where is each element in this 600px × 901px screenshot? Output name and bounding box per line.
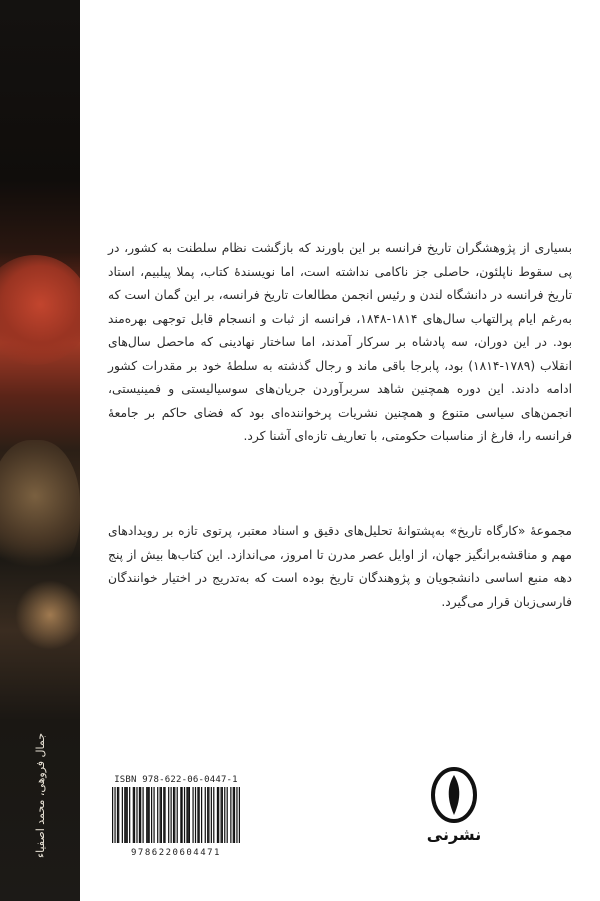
ney-publisher-logo-icon: [429, 765, 479, 823]
artwork-figure-shape: [0, 440, 80, 580]
publisher-name: نشرنی: [426, 825, 482, 844]
barcode-block: [112, 775, 240, 858]
barcode-image: [112, 787, 240, 843]
barcode-number: 9786220604471: [131, 848, 221, 858]
artwork-highlight-shape: [15, 580, 80, 650]
spine-credit: [25, 732, 57, 858]
cover-artwork-strip: [0, 0, 80, 901]
artwork-red-shape: [0, 255, 80, 365]
spine-credit-text: جمال فروهی، محمد اصفیاء: [34, 732, 48, 858]
publisher-logo: [424, 765, 484, 855]
description-paragraph-2: مجموعهٔ «کارگاه تاریخ» به‌پشتوانهٔ تحلیل‌های دقیق و اسناد معتبر، پرتوی تازه بر رویدادهای مهم و مناقشه‌برانگیز جهان، از اوایل عصر مدرن تا امروز، می‌اندازد. این کتاب‌ها بیش از پنج دهه منبع اساسی دانشجویان و پژوهندگان تاریخ بوده است که به‌تدریج در اختیار خوانندگان فارسی‌زبان قرار می‌گیرد.: [108, 524, 572, 609]
isbn-label: ISBN 978-622-06-0447-1: [114, 775, 238, 785]
description-paragraph-1: بسیاری از پژوهشگران تاریخ فرانسه بر این باورند که بازگشت نظام سلطنت به کشور، در پی سقوط ناپلئون، حاصلی جز ناکامی نداشته است، اما نویسندهٔ کتاب، پملا پیلبیم، استاد تاریخ فرانسه در دانشگاه لندن و رئیس انجمن مطالعات تاریخ فرانسه، بر این گمان است که به‌رغم ایام پرالتهاب سال‌های ۱۸۱۴-۱۸۴۸، فرانسه از ثبات و انسجام قابل توجهی بهره‌مند بود. در این دوران، سه پادشاه بر سرکار آمدند، اما ساختار نهادینی که ماحصل سال‌های انقلاب (۱۷۸۹-۱۸۱۴) بود، پابرجا باقی ماند و رجال گذشته به سلطهٔ خود بر مقدرات کشور ادامه دادند. این دوره همچنین شاهد سربرآوردن جریان‌های سوسیالیستی و فمینیستی، انجمن‌های سیاسی متنوع و همچنین نشریات پرخواننده‌ای بود که فضای حاکم بر جامعهٔ فرانسه را، فارغ از مناسبات حکومتی، با تعاریف تازه‌ای آشنا کرد.: [108, 241, 572, 443]
